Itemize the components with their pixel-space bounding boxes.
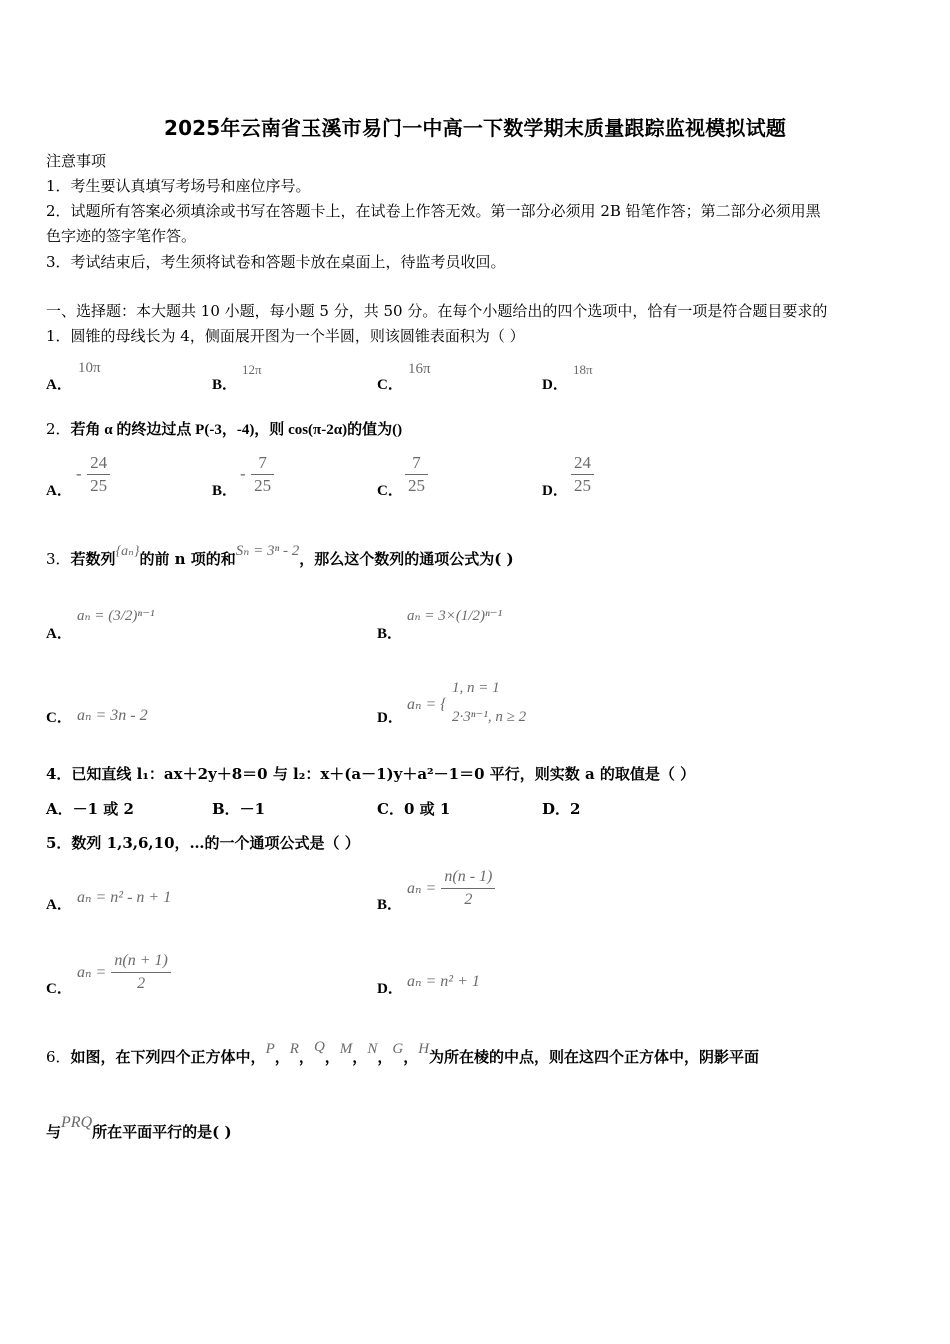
- question-6-stem-line-2: 与PRQ所在平面平行的是( ): [46, 1114, 232, 1141]
- notice-item: 3．考试结束后，考生须将试卷和答题卡放在桌面上，待监考员收回。: [46, 253, 506, 271]
- option-a-value: aₙ = n² - n + 1: [77, 889, 172, 906]
- option-d-case-2: 2·3ⁿ⁻¹, n ≥ 2: [452, 709, 527, 725]
- option-c-label: C．: [377, 483, 403, 499]
- option-c-value: $\frac{7}{25}$: [405, 452, 428, 497]
- plane-prq: PRQ: [61, 1114, 93, 1131]
- option-b-label: B．: [377, 626, 403, 642]
- option-a-label: A．: [46, 483, 72, 499]
- question-4-stem: 4．已知直线 l₁：ax＋2y＋8＝0 与 l₂：x＋(a－1)y＋a²－1＝0 平行，则实数 a 的取值是（ ）: [46, 765, 696, 783]
- sequence-expression: {aₙ}: [115, 544, 140, 559]
- option-b-label: B．: [212, 483, 238, 499]
- option-d-value: 18π: [573, 362, 593, 377]
- option-b-value: 12π: [242, 362, 262, 377]
- option-d-value: aₙ = n² + 1: [407, 973, 480, 990]
- option-c-label: C．: [46, 981, 72, 997]
- point-p: P: [265, 1041, 275, 1057]
- page-title: 2025年云南省玉溪市易门一中高一下数学期末质量跟踪监视模拟试题: [163, 116, 787, 140]
- question-6-stem: 6．如图，在下列四个正方体中，P，R，Q，M，N，G，H为所在棱的中点，则在这四个正方体中，阴影平面: [46, 1039, 760, 1066]
- option-a-label: A．: [46, 897, 72, 913]
- option-b-value: aₙ = 3×(1/2)ⁿ⁻¹: [407, 608, 503, 624]
- point-m: M: [339, 1041, 353, 1057]
- option-d-label: D．: [377, 710, 403, 726]
- option-c-label: C．: [46, 710, 72, 726]
- point-q: Q: [313, 1039, 325, 1055]
- option-d-lhs: aₙ = {: [407, 696, 447, 713]
- point-g: G: [392, 1041, 404, 1057]
- option-c-value: aₙ = 3n - 2: [77, 707, 148, 724]
- option-a-value: aₙ = (3/2)ⁿ⁻¹: [77, 608, 155, 624]
- notice-heading: 注意事项: [46, 152, 107, 170]
- option-a-value: - $\frac{24}{25}$: [76, 452, 110, 497]
- option-c-value: aₙ = $\frac{n(n + 1)}{2}$: [77, 950, 171, 995]
- notice-item: 色字迹的签字笔作答。: [46, 227, 197, 245]
- option-d-label: D．: [542, 377, 568, 393]
- point-r: R: [289, 1041, 299, 1057]
- option-b-label: B．: [212, 377, 238, 393]
- point-n: N: [367, 1041, 378, 1057]
- question-3-stem: 3．若数列{aₙ}的前 n 项的和Sₙ = 3ⁿ - 2，那么这个数列的通项公式为( ): [46, 543, 514, 568]
- option-a-label: A．: [46, 377, 72, 393]
- option-c: C．0 或 1: [377, 800, 451, 818]
- option-b-label: B．: [377, 897, 403, 913]
- notice-item: 1．考生要认真填写考场号和座位序号。: [46, 177, 311, 195]
- notice-item: 2．试题所有答案必须填涂或书写在答题卡上，在试卷上作答无效。第一部分必须用 2B 铅笔作答；第二部分必须用黑: [46, 202, 821, 220]
- option-a-label: A．: [46, 626, 72, 642]
- option-d-label: D．: [377, 981, 403, 997]
- option-b-value: - $\frac{7}{25}$: [240, 452, 274, 497]
- sum-expression: Sₙ = 3ⁿ - 2: [235, 543, 300, 559]
- option-d: D．2: [542, 800, 581, 818]
- option-a-value: 10π: [78, 360, 101, 376]
- option-c-label: C．: [377, 377, 403, 393]
- question-2-stem: 2．若角 α 的终边过点 P(-3，-4)，则 cos(π-2α)的值为(): [46, 420, 403, 438]
- option-a: A．－1 或 2: [46, 800, 134, 818]
- question-1-stem: 1．圆锥的母线长为 4，侧面展开图为一个半圆，则该圆锥表面积为（ ）: [46, 327, 525, 345]
- option-d-label: D．: [542, 483, 568, 499]
- section-heading: 一、选择题：本大题共 10 小题，每小题 5 分，共 50 分。在每个小题给出的四个选项中，恰有一项是符合题目要求的: [46, 302, 828, 320]
- question-5-stem: 5．数列 1,3,6,10，…的一个通项公式是（ ）: [46, 834, 360, 852]
- option-b: B．－1: [212, 800, 266, 818]
- option-b-value: aₙ = $\frac{n(n - 1)}{2}$: [407, 866, 495, 911]
- point-h: H: [418, 1041, 430, 1057]
- option-c-value: 16π: [408, 361, 431, 377]
- option-d-case-1: 1, n = 1: [452, 680, 500, 696]
- option-d-value: $\frac{24}{25}$: [571, 452, 594, 497]
